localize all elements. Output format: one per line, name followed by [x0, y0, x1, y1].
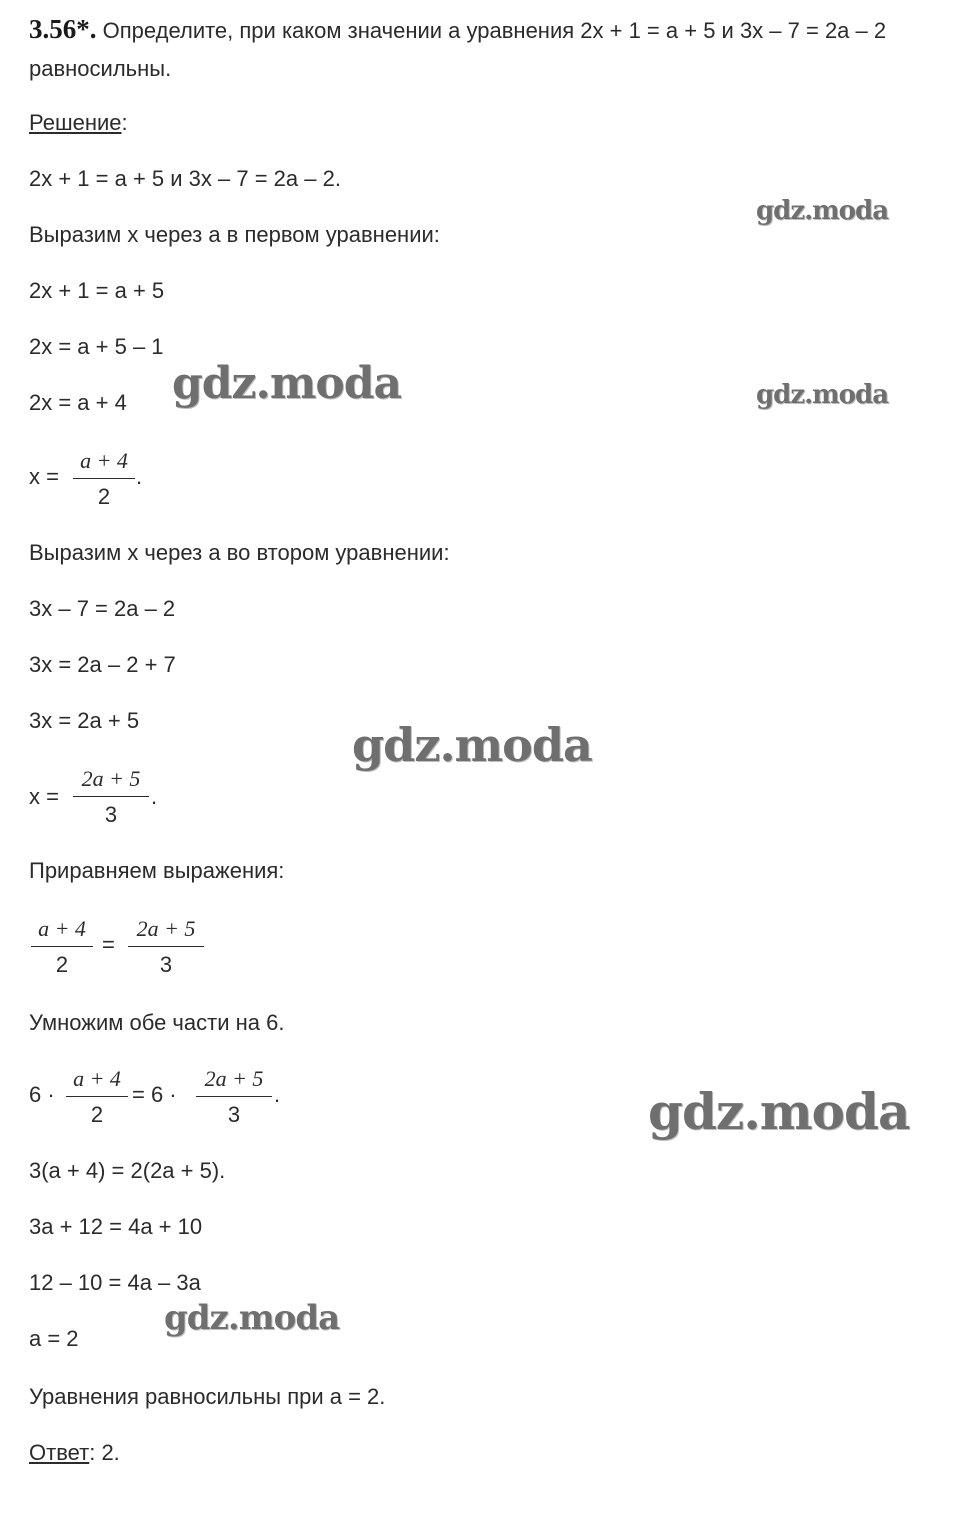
problem-text: Определите, при каком значении а уравнения 2x + 1 = a + 5 и 3x – 7 = 2a – 2 — [102, 18, 887, 43]
equation-line: 3(a + 4) = 2(2a + 5). — [29, 1158, 226, 1183]
solution-heading: Решение: — [29, 110, 128, 135]
equation-line: 2x + 1 = a + 5 — [29, 278, 165, 303]
fraction-2a-plus-5-over-3: 2a + 5 3 — [128, 916, 204, 978]
x-equals-label: x = — [29, 784, 59, 809]
watermark-logo: gdz.moda — [352, 718, 592, 772]
equation-line: 3x – 7 = 2a – 2 — [29, 596, 176, 621]
equals-sign: = — [102, 932, 115, 957]
solution-label: Решение — [29, 110, 122, 135]
problem-number: 3.56*. — [29, 14, 97, 44]
equations-pair: 2x + 1 = a + 5 и 3x – 7 = 2a – 2. — [29, 166, 341, 191]
fraction-a-plus-4-over-2: a + 4 2 — [66, 1066, 128, 1128]
equation-line: 3x = 2a + 5 — [29, 708, 140, 733]
equation-line: 2x = a + 4 — [29, 390, 127, 415]
multiplier-right: = 6 · — [132, 1082, 177, 1107]
equation-line: 12 – 10 = 4a – 3a — [29, 1270, 201, 1295]
fraction-2a-plus-5-over-3: 2a + 5 3 — [73, 766, 149, 828]
equation-line: 3a + 12 = 4a + 10 — [29, 1214, 203, 1239]
answer-line — [29, 1440, 120, 1466]
period: . — [274, 1082, 281, 1107]
watermark-logo: gdz.moda — [756, 196, 889, 226]
answer-label: Ответ — [29, 1440, 90, 1465]
period: . — [136, 464, 143, 489]
equation-line: 3x = 2a – 2 + 7 — [29, 652, 176, 677]
equation-line: a = 2 — [29, 1326, 79, 1351]
period: . — [151, 784, 158, 809]
answer-value: : 2. — [89, 1440, 120, 1465]
multiplier-left: 6 · — [29, 1082, 55, 1107]
step-text: Умножим обе части на 6. — [29, 1010, 285, 1035]
problem-text-continued: равносильны. — [29, 56, 172, 81]
step-text: Выразим x через a в первом уравнении: — [29, 222, 440, 247]
fraction-2a-plus-5-over-3: 2a + 5 3 — [196, 1066, 272, 1128]
conclusion-text: Уравнения равносильны при a = 2. — [29, 1384, 386, 1409]
watermark-logo: gdz.moda — [164, 1298, 340, 1338]
step-text: Выразим x через a во втором уравнении: — [29, 540, 450, 565]
watermark-logo: gdz.moda — [172, 358, 402, 409]
watermark-logo: gdz.moda — [756, 380, 889, 410]
fraction-a-plus-4-over-2: a + 4 2 — [73, 448, 135, 510]
problem-statement — [29, 16, 886, 44]
step-text: Приравняем выражения: — [29, 858, 285, 883]
fraction-a-plus-4-over-2: a + 4 2 — [31, 916, 93, 978]
equation-line: 2x = a + 5 – 1 — [29, 334, 164, 359]
watermark-logo: gdz.moda — [648, 1082, 910, 1141]
x-equals-label: x = — [29, 464, 59, 489]
